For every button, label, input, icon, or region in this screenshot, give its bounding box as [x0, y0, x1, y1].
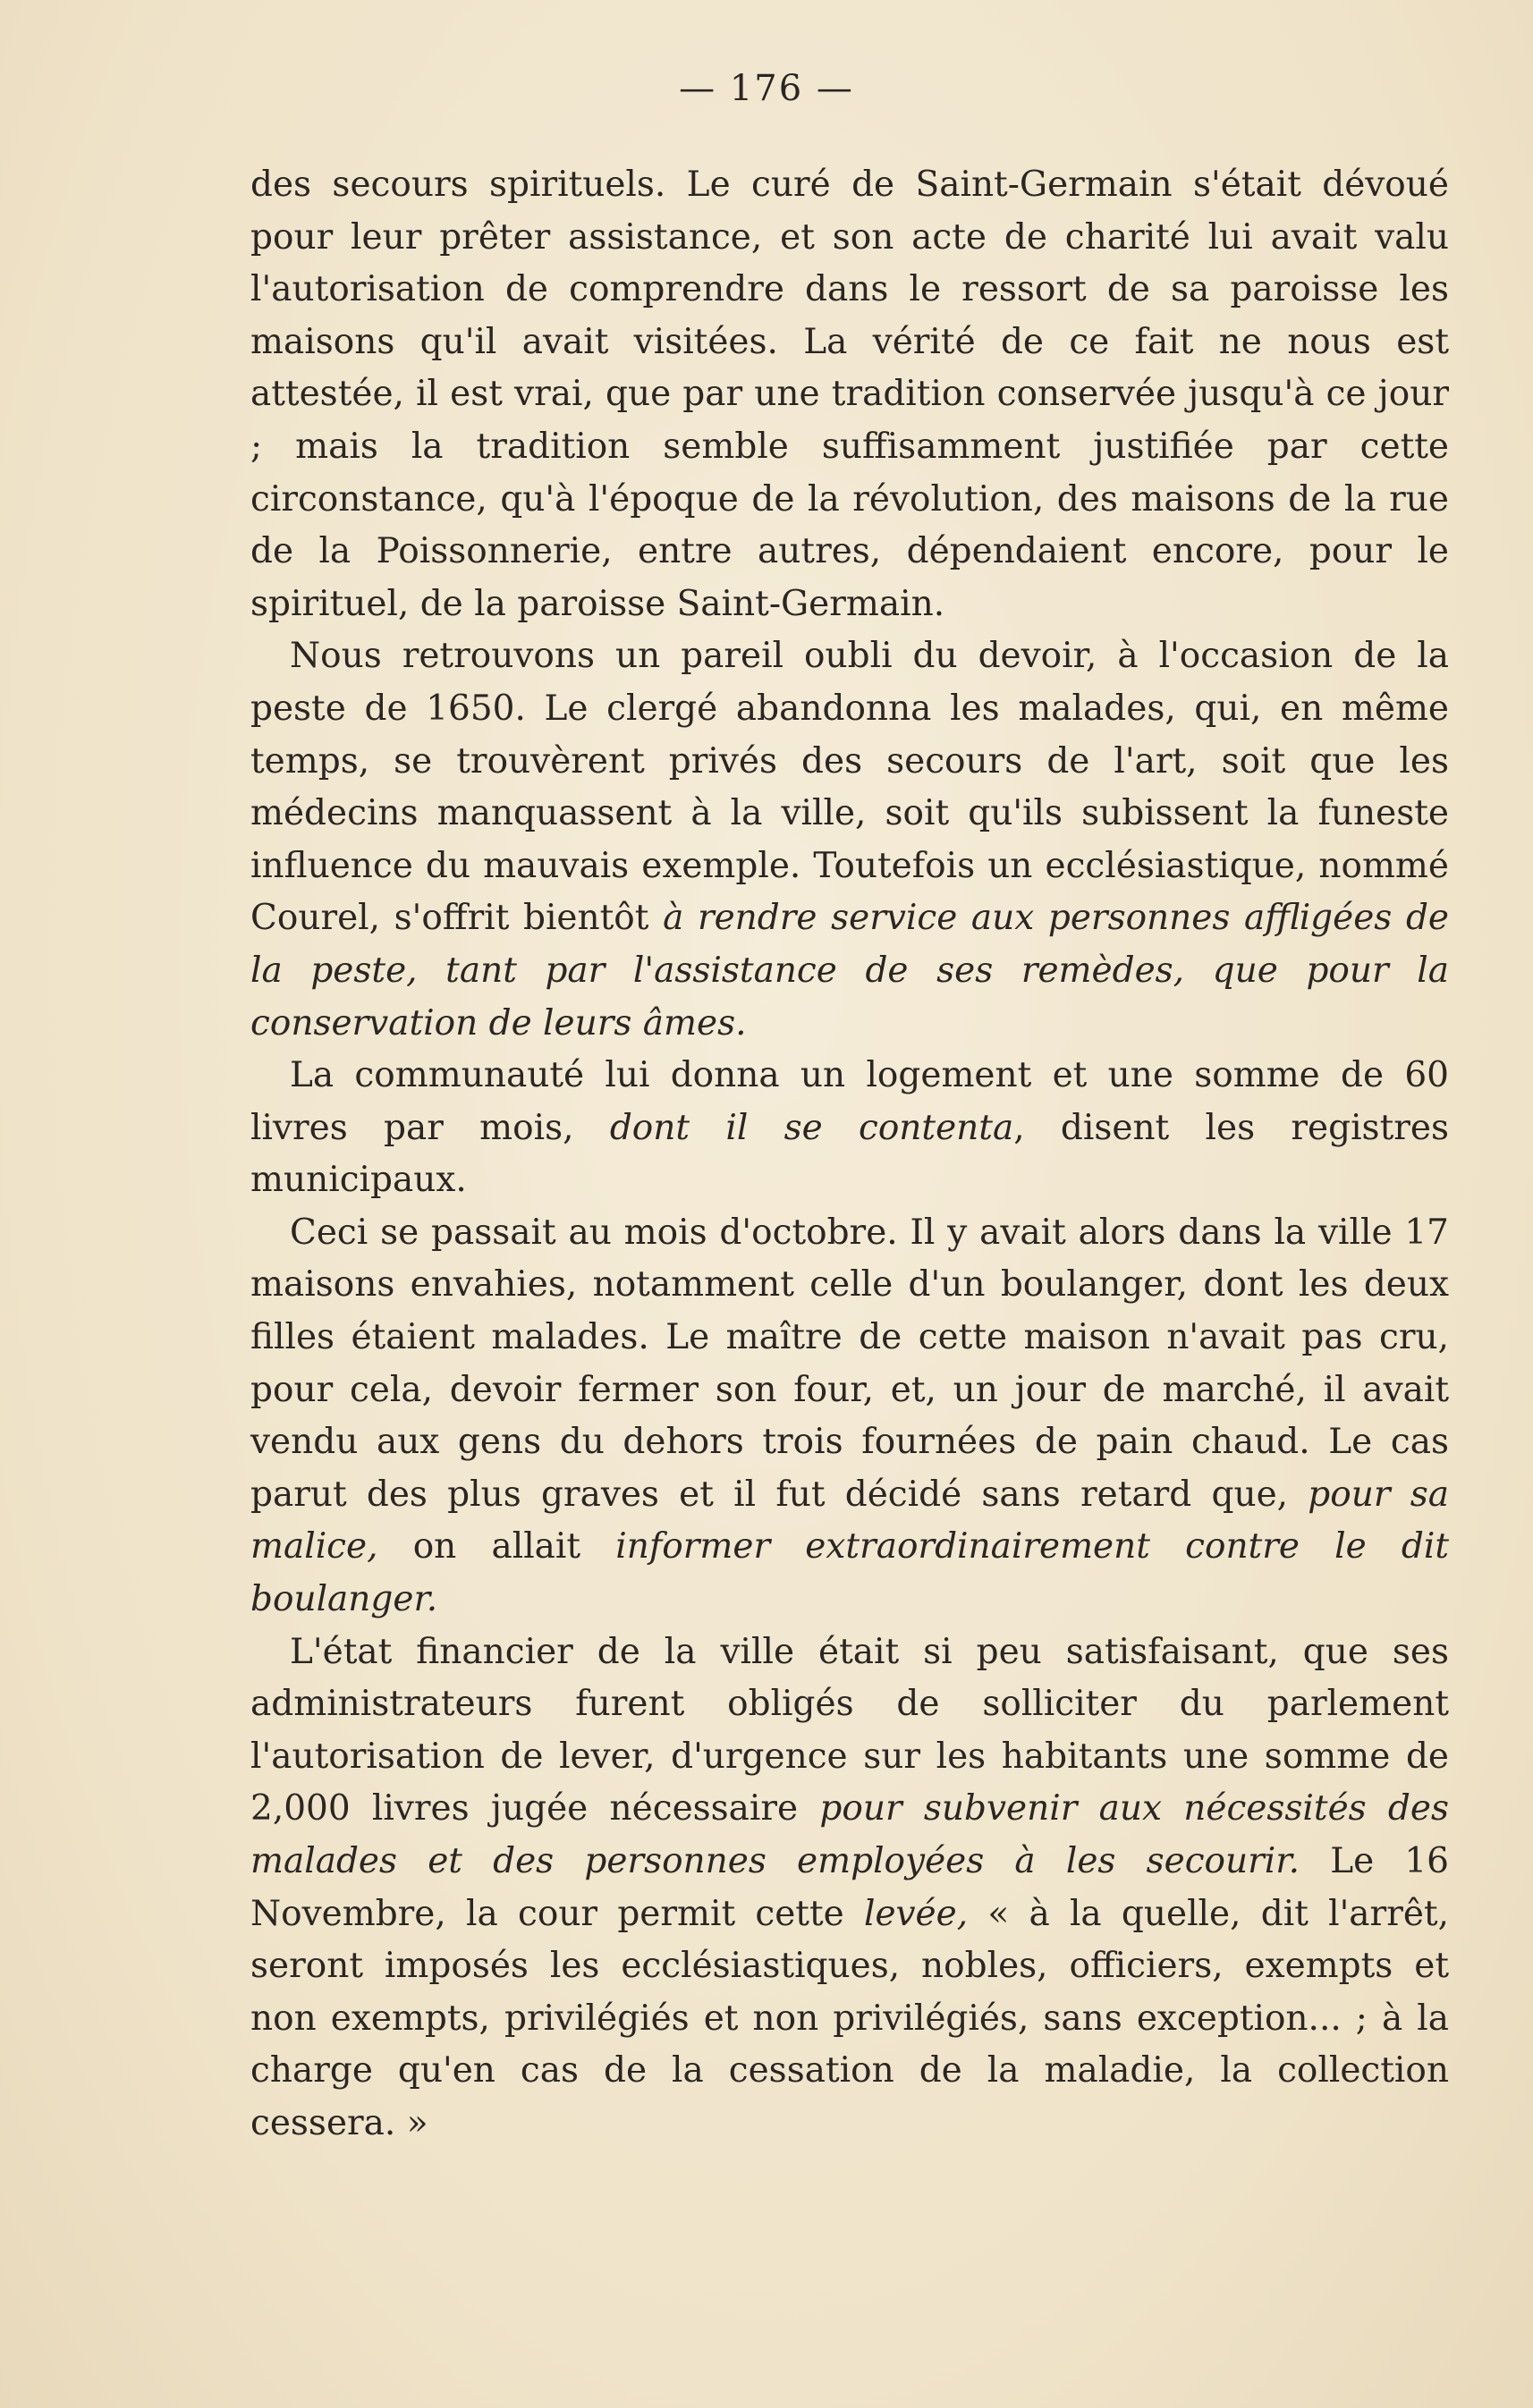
paragraph: [250, 159, 1449, 630]
body-text: [250, 159, 1449, 2150]
text-segment: , disent les registres municipaux.: [250, 1107, 1449, 1201]
italic-quotation: dont il se contenta: [609, 1107, 1014, 1148]
italic-quotation: à rendre service aux personnes affligées de la peste, tant par l'assistance de ses remèdes, que pour la conservation de leurs âmes.: [250, 898, 1449, 1043]
paragraph: [250, 1050, 1449, 1207]
text-segment: Ceci se passait au mois d'octobre. Il y avait alors dans la ville 17 maisons envahies, notamment celle d'un boulanger, dont les deux filles étaient malades. Le maître de cette maison n'avait pas cru, pour cela, devoir fermer son four, et, un jour de marché, il avait vendu aux gens du dehors trois fournées de pain chaud. Le cas parut des plus graves et il fut décidé sans retard que,: [250, 1212, 1449, 1515]
text-segment: des secours spirituels. Le curé de Saint-Germain s'était dévoué pour leur prêter assistance, et son acte de charité lui avait valu l'autorisation de comprendre dans le ressort de sa paroisse les maisons qu'il avait visitées. La vérité de ce fait ne nous est attestée, il est vrai, que par une tradition conservée jusqu'à ce jour ; mais la tradition semble suffisamment justifiée par cette circonstance, qu'à l'époque de la révolution, des maisons de la rue de la Poissonnerie, entre autres, dépendaient encore, pour le spirituel, de la paroisse Saint-Germain.: [250, 165, 1449, 624]
text-segment: Le 16 Novembre, la cour permit cette: [250, 1841, 1449, 1934]
italic-quotation: informer extraordinairement contre le dit boulanger.: [250, 1526, 1449, 1620]
italic-quotation: pour sa malice,: [250, 1474, 1449, 1567]
italic-quotation: levée,: [863, 1893, 969, 1934]
text-segment: Nous retrouvons un pareil oubli du devoir, à l'occasion de la peste de 1650. Le clergé abandonna les malades, qui, en même temps, se trouvèrent privés des secours de l'art, soit que les médecins manquassent à la ville, soit qu'ils subissent la funeste influence du mauvais exemple. Toutefois un ecclésiastique, nommé Courel, s'offrit bientôt: [250, 636, 1449, 939]
paragraph: [250, 1207, 1449, 1626]
text-segment: L'état financier de la ville était si peu satisfaisant, que ses administrateurs furent obligés de solliciter du parlement l'autorisation de lever, d'urgence sur les habitants une somme de 2,000 livres jugée nécessaire: [250, 1631, 1449, 1829]
text-segment: « à la quelle, dit l'arrêt, seront imposés les ecclésiastiques, nobles, officiers, exempts et non exempts, privilégiés et non privilégiés, sans exception... ; à la charge qu'en cas de la cessation de la maladie, la collection cessera. »: [250, 1893, 1449, 2143]
text-segment: La communauté lui donna un logement et une somme de 60 livres par mois,: [250, 1055, 1449, 1148]
paragraph: [250, 630, 1449, 1050]
text-segment: on allait: [377, 1526, 616, 1567]
page-number: — 176 —: [679, 68, 854, 109]
italic-quotation: pour subvenir aux nécessités des malades et des personnes employées à les secourir.: [250, 1788, 1449, 1881]
paragraph: [250, 1626, 1449, 2150]
